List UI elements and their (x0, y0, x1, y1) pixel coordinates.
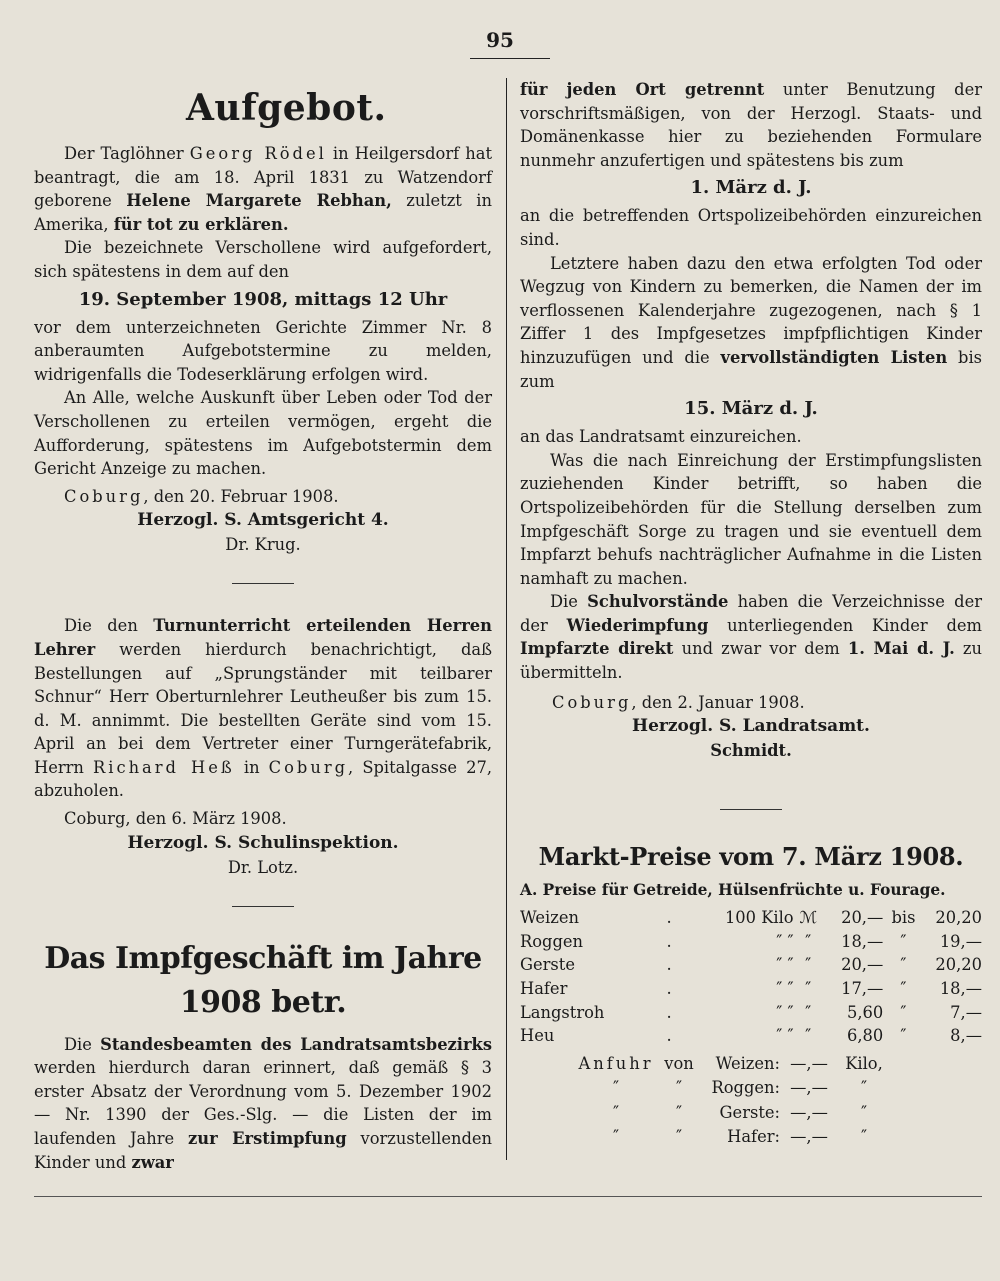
quantity: ″ ″ (776, 1026, 794, 1046)
ditto-mark: ″ (675, 1127, 683, 1147)
currency: ″ (805, 1002, 812, 1022)
price-low: 20,— (841, 955, 884, 975)
table-row (520, 906, 982, 930)
table-row (520, 930, 982, 954)
anfuhr-amount: —,— (790, 1053, 828, 1073)
aufgebot-deadline: 19. September 1908, mittags 12 Uhr (78, 288, 448, 310)
anfuhr-unit: ″ (860, 1078, 868, 1098)
price-bis: ″ (900, 1026, 907, 1046)
grain-name: Roggen (520, 931, 584, 951)
quantity: ″ ″ (776, 955, 794, 975)
ditto-mark: ″ (675, 1078, 683, 1098)
impfgeschaeft-deadline-1: 1. März d. J. (690, 177, 812, 199)
price-high: 8,— (950, 1026, 982, 1046)
aufgebot-paragraph-3: vor dem unterzeichneten Gerichte Zimmer Nr. 8 anberaumten Aufgebotstermine zu melden, widrigenfalls die Todeserklärung erfolgen wird. (34, 317, 492, 384)
price-low: 5,60 (847, 1002, 884, 1022)
turnunterricht-signer: Dr. Lotz. (227, 857, 299, 877)
anfuhr-amount: —,— (790, 1102, 828, 1122)
turnunterricht-paragraph: Die den Turnunterricht erteilenden Herren Lehrer werden hierdurch benachrichtigt, daß Bestellungen auf „Sprungständer mit teilbarer Schnur“ Herr Oberturnlehrer Leutheußer bis zum 15. d. M. annimmt. Die bestellten Geräte sind vom 15. April an bei dem Vertreter einer Turngerätefabrik, Herrn Richard Heß in Coburg, Spitalgasse 27, abzuholen. (34, 616, 493, 801)
price-high: 19,— (939, 931, 982, 951)
price-bis: ″ (900, 955, 907, 975)
anfuhr-grain: Gerste: (719, 1102, 780, 1122)
page-number: 95 (486, 28, 514, 52)
price-bis: ″ (900, 931, 907, 951)
turnunterricht-notice (34, 614, 492, 879)
price-high: 20,20 (935, 955, 982, 975)
impfgeschaeft-paragraph-2: an die betreffenden Ortspolizeibehörden einzureichen sind. (520, 206, 982, 249)
aufgebot-paragraph-4: An Alle, welche Auskunft über Leben oder Tod der Verschollenen zu erteilen vermögen, ergeht die Aufforderung, spätestens im Aufgebotstermin dem Gericht Anzeige zu machen. (34, 388, 492, 479)
impfgeschaeft-notice (34, 937, 492, 1175)
leader-dot: . (666, 908, 672, 928)
section-separator (720, 809, 782, 810)
impfgeschaeft-paragraph-1-cont: für jeden Ort getrennt unter Benutzung der vorschriftsmäßigen, von der Herzogl. Staats- und Domänenkasse hier zu beziehenden Formulare nunmehr anzufertigen und spätestens bis zum (520, 80, 982, 170)
anfuhr-amount: —,— (790, 1078, 828, 1098)
table-row (520, 1052, 890, 1077)
section-separator (232, 583, 294, 584)
currency: ″ (805, 979, 812, 999)
impfgeschaeft-continuation (520, 78, 982, 763)
currency: ″ (805, 931, 812, 951)
impfgeschaeft-signer: Schmidt. (710, 741, 792, 761)
anfuhr-unit: ″ (860, 1127, 868, 1147)
page-number-rule (470, 58, 550, 59)
grain-name: Gerste (520, 955, 575, 975)
impfgeschaeft-paragraph-4: an das Landratsamt einzureichen. (520, 427, 802, 447)
table-row (520, 977, 982, 1001)
aufgebot-signer: Dr. Krug. (225, 535, 301, 555)
impfgeschaeft-authority: Herzogl. S. Landratsamt. (632, 716, 870, 737)
price-bis: ″ (900, 979, 907, 999)
aufgebot-notice (34, 84, 492, 557)
quantity: ″ ″ (776, 931, 794, 951)
grain-name: Heu (520, 1026, 555, 1046)
anfuhr-grain: Hafer: (727, 1127, 780, 1147)
column-divider (506, 78, 507, 1160)
ditto-mark: ″ (612, 1102, 620, 1122)
aufgebot-paragraph-1: Der Taglöhner Georg Rödel in Heilgersdorf hat beantragt, die am 18. April 1831 zu Watzendorf geborene Helene Margarete Rebhan, zuletzt in Amerika, für tot zu erklären. (34, 144, 492, 234)
grain-name: Langstroh (520, 1002, 605, 1022)
grain-name: Hafer (520, 979, 568, 999)
table-row (520, 1101, 890, 1126)
price-bis: ″ (900, 1002, 907, 1022)
currency: ″ (805, 1026, 812, 1046)
market-prices-subtitle: A. Preise für Getreide, Hülsenfrüchte u. Fourage. (520, 881, 946, 900)
anfuhr-label: Anfuhr (578, 1053, 654, 1073)
anfuhr-table (520, 1052, 890, 1150)
impfgeschaeft-paragraph-6: Die Schulvorstände haben die Verzeichnisse der der Wiederimpfung unterliegenden Kinder dem Impfarzte direkt und zwar vor dem 1. Mai d. J. zu übermitteln. (520, 592, 982, 683)
market-prices-title: Markt-Preise vom 7. März 1908. (538, 842, 964, 872)
anfuhr-unit: ″ (860, 1102, 868, 1122)
impfgeschaeft-paragraph-3: Letztere haben dazu den etwa erfolgten Tod oder Wegzug von Kindern zu bemerken, die Namen der im verflossenen Kalenderjahre zugezogenen, nach § 1 Ziffer 1 des Impfgesetzes impfpflichtigen Kinder hinzuzufügen und die vervollständigten Listen bis zum (520, 253, 983, 391)
price-low: 17,— (841, 979, 884, 999)
aufgebot-dateline: Coburg, den 20. Februar 1908. (64, 486, 339, 506)
anfuhr-unit: Kilo, (845, 1053, 883, 1073)
aufgebot-authority: Herzogl. S. Amtsgericht 4. (137, 510, 389, 531)
grain-name: Weizen (520, 908, 579, 928)
impfgeschaeft-deadline-2: 15. März d. J. (684, 398, 818, 420)
right-column (520, 78, 982, 1150)
quantity: ″ ″ (776, 979, 794, 999)
section-separator (232, 906, 294, 907)
market-prices (520, 840, 982, 1150)
currency: ″ (805, 955, 812, 975)
table-row (520, 1024, 982, 1048)
table-row (520, 1001, 982, 1025)
price-bis: bis (891, 908, 916, 928)
ditto-mark: ″ (612, 1127, 620, 1147)
ditto-mark: ″ (675, 1102, 683, 1122)
table-row (520, 1076, 890, 1101)
impfgeschaeft-paragraph-1: Die Standesbeamten des Landratsamtsbezirks werden hierdurch daran erinnert, daß gemäß § 3 erster Absatz der Verordnung vom 5. Dezember 1902 — Nr. 1390 der Ges.-Slg. — die Listen der im laufenden Jahre zur Erstimpfung vorzustellenden Kinder und zwar (34, 1034, 493, 1172)
leader-dot: . (666, 979, 672, 999)
table-row (520, 953, 982, 977)
currency: ℳ (799, 908, 817, 928)
impfgeschaeft-dateline: Coburg, den 2. Januar 1908. (552, 692, 805, 712)
anfuhr-amount: —,— (790, 1127, 828, 1147)
turnunterricht-dateline: Coburg, den 6. März 1908. (64, 809, 287, 829)
turnunterricht-authority: Herzogl. S. Schulinspektion. (127, 832, 399, 853)
aufgebot-title: Aufgebot. (186, 87, 387, 129)
ditto-mark: ″ (612, 1078, 620, 1098)
market-prices-table (520, 906, 982, 1048)
impfgeschaeft-paragraph-5: Was die nach Einreichung der Erstimpfungslisten zuziehenden Kinder betrifft, so haben die Ortspolizeibehörden für die Stellung derselben zum Impfgeschäft Sorge zu tragen und sie eventuell dem Impfarzt behufs nachträglicher Aufnahme in die Listen namhaft zu machen. (520, 450, 982, 588)
aufgebot-paragraph-2: Die bezeichnete Verschollene wird aufgefordert, sich spätestens in dem auf den (34, 238, 492, 281)
leader-dot: . (666, 931, 672, 951)
leader-dot: . (666, 1026, 672, 1046)
price-low: 20,— (841, 908, 884, 928)
quantity: 100 Kilo (724, 908, 794, 928)
impfgeschaeft-title: Das Impfgeschäft im Jahre 1908 betr. (44, 940, 482, 1020)
price-high: 7,— (950, 1002, 982, 1022)
anfuhr-grain: Roggen: (711, 1078, 780, 1098)
quantity: ″ ″ (776, 1002, 794, 1022)
anfuhr-von: von (664, 1053, 694, 1073)
page-bottom-rule (34, 1196, 982, 1197)
anfuhr-grain: Weizen: (715, 1053, 780, 1073)
price-low: 18,— (841, 931, 884, 951)
price-high: 20,20 (935, 908, 982, 928)
leader-dot: . (666, 1002, 672, 1022)
left-column (34, 78, 492, 1174)
leader-dot: . (666, 955, 672, 975)
table-row (520, 1125, 890, 1150)
price-high: 18,— (939, 979, 982, 999)
price-low: 6,80 (847, 1026, 884, 1046)
